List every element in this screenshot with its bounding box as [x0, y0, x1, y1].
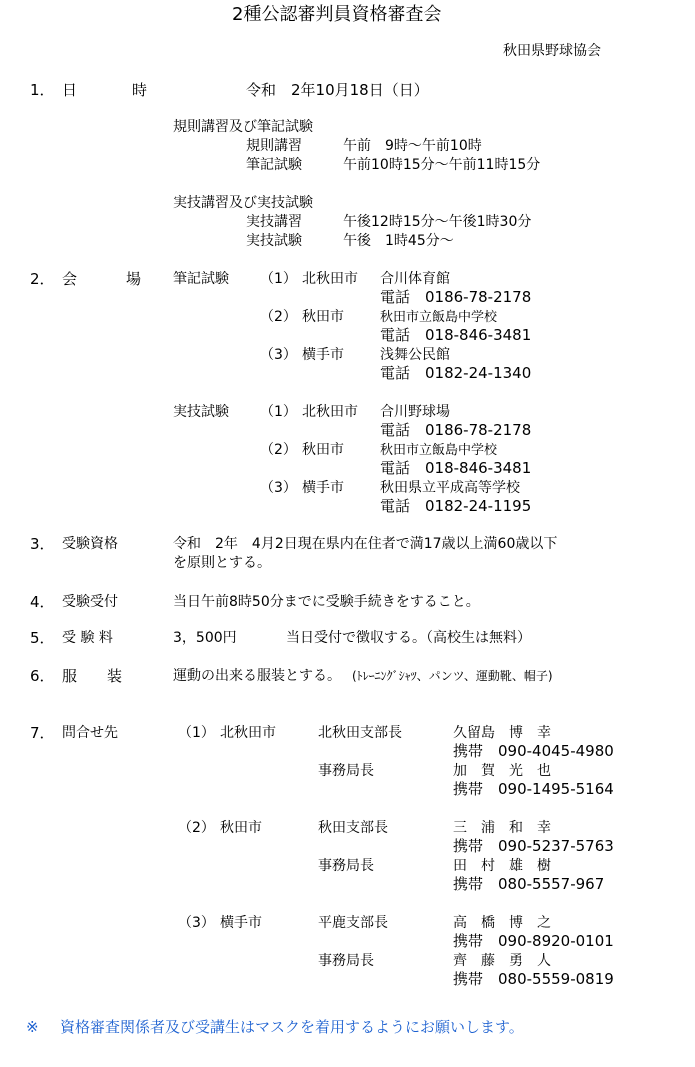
contact-phone: 携帯 090-4045-4980 — [453, 742, 614, 760]
section-label: 時 — [132, 81, 148, 99]
venue-name: 合川野球場 — [380, 404, 450, 420]
section-label: 場 — [126, 270, 142, 288]
venue-index: （1） — [260, 404, 297, 420]
eligibility-text: 令和 2年 4月2日現在県内在住者で満17歳以上満60歳以下 — [173, 536, 558, 552]
contact-phone: 携帯 080-5557-967 — [453, 875, 605, 893]
venue-name: 浅舞公民館 — [380, 347, 450, 363]
venue-index: （2） — [260, 309, 297, 325]
venue-city: 横手市 — [302, 347, 344, 363]
footnote-mark: ※ — [26, 1018, 39, 1036]
contact-phone: 携帯 080-5559-0819 — [453, 970, 614, 988]
item-time: 午後 1時45分～ — [343, 233, 454, 249]
venue-index: （1） — [260, 271, 297, 287]
section-label: 受験受付 — [62, 594, 118, 610]
venue-phone: 電話 018-846-3481 — [380, 459, 532, 477]
item-time: 午前 9時～午前10時 — [343, 138, 482, 154]
venue-index: （3） — [260, 347, 297, 363]
contact-name: 加 賀 光 也 — [453, 763, 551, 779]
subheader: 規則講習及び筆記試験 — [173, 119, 313, 135]
section-label: 装 — [107, 667, 123, 685]
contact-city: 横手市 — [220, 915, 262, 931]
section-label: 日 — [62, 81, 78, 99]
fee-text: 当日受付で徴収する。（高校生は無料） — [286, 630, 531, 646]
organizer: 秋田県野球協会 — [503, 43, 601, 59]
contact-role: 事務局長 — [318, 763, 374, 779]
contact-city: 秋田市 — [220, 820, 262, 836]
fee-amount: 3，500円 — [173, 630, 237, 646]
section-label: 受 験 料 — [62, 630, 113, 646]
contact-name: 三 浦 和 幸 — [453, 820, 551, 836]
contact-role: 秋田支部長 — [318, 820, 388, 836]
contact-role: 北秋田支部長 — [318, 725, 402, 741]
section-number: 2． — [30, 270, 55, 288]
section-number: 4． — [30, 593, 55, 611]
venue-city: 秋田市 — [302, 442, 344, 458]
section-label: 会 — [62, 270, 78, 288]
subheader: 筆記試験 — [173, 271, 229, 287]
contact-name: 高 橋 博 之 — [453, 915, 551, 931]
section-number: 1． — [30, 81, 55, 99]
venue-name: 秋田市立飯島中学校 — [380, 443, 498, 458]
venue-index: （3） — [260, 480, 297, 496]
contact-phone: 携帯 090-8920-0101 — [453, 932, 614, 950]
contact-index: （1） — [178, 725, 215, 741]
venue-phone: 電話 0182-24-1340 — [380, 364, 532, 382]
venue-city: 北秋田市 — [302, 404, 358, 420]
venue-phone: 電話 0182-24-1195 — [380, 497, 532, 515]
venue-name: 合川体育館 — [380, 271, 450, 287]
section-number: 5． — [30, 629, 55, 647]
venue-name: 秋田市立飯島中学校 — [380, 310, 498, 325]
section-number: 3． — [30, 535, 55, 553]
contact-name: 田 村 雄 樹 — [453, 858, 551, 874]
subheader: 実技試験 — [173, 404, 229, 420]
registration-text: 当日午前8時50分までに受験手続きをすること。 — [173, 594, 480, 610]
section-label: 服 — [62, 667, 78, 685]
venue-phone: 電話 0186-78-2178 — [380, 288, 532, 306]
venue-city: 秋田市 — [302, 309, 344, 325]
contact-name: 久留島 博 幸 — [453, 725, 551, 741]
contact-role: 事務局長 — [318, 953, 374, 969]
venue-phone: 電話 0186-78-2178 — [380, 421, 532, 439]
attire-text: 運動の出来る服装とする。 — [173, 668, 341, 684]
item-time: 午後12時15分～午後1時30分 — [343, 214, 532, 230]
contact-role: 平鹿支部長 — [318, 915, 388, 931]
item-label: 規則講習 — [246, 138, 302, 154]
venue-name: 秋田県立平成高等学校 — [380, 480, 520, 496]
section-number: 7． — [30, 724, 55, 742]
item-label: 実技試験 — [246, 233, 302, 249]
contact-index: （2） — [178, 820, 215, 836]
venue-index: （2） — [260, 442, 297, 458]
venue-city: 北秋田市 — [302, 271, 358, 287]
section-number: 6． — [30, 667, 55, 685]
eligibility-text: を原則とする。 — [173, 555, 271, 571]
item-label: 筆記試験 — [246, 157, 302, 173]
footnote-text: 資格審査関係者及び受講生はマスクを着用するようにお願いします。 — [60, 1018, 524, 1036]
venue-phone: 電話 018-846-3481 — [380, 326, 532, 344]
contact-phone: 携帯 090-5237-5763 — [453, 837, 614, 855]
item-time: 午前10時15分～午前11時15分 — [343, 157, 541, 173]
contact-phone: 携帯 090-1495-5164 — [453, 780, 614, 798]
contact-city: 北秋田市 — [220, 725, 276, 741]
item-label: 実技講習 — [246, 214, 302, 230]
document-title: 2種公認審判員資格審査会 — [232, 4, 442, 25]
contact-role: 事務局長 — [318, 858, 374, 874]
subheader: 実技講習及び実技試験 — [173, 195, 313, 211]
section-label: 受験資格 — [62, 536, 118, 552]
event-date: 令和 2年10月18日（日） — [246, 81, 429, 99]
venue-city: 横手市 — [302, 480, 344, 496]
contact-index: （3） — [178, 915, 215, 931]
contact-name: 齊 藤 勇 人 — [453, 953, 551, 969]
section-label: 問合せ先 — [62, 725, 118, 741]
attire-details: (ﾄﾚｰﾆﾝｸﾞｼｬﾂ、パンツ、運動靴、帽子) — [352, 669, 553, 683]
